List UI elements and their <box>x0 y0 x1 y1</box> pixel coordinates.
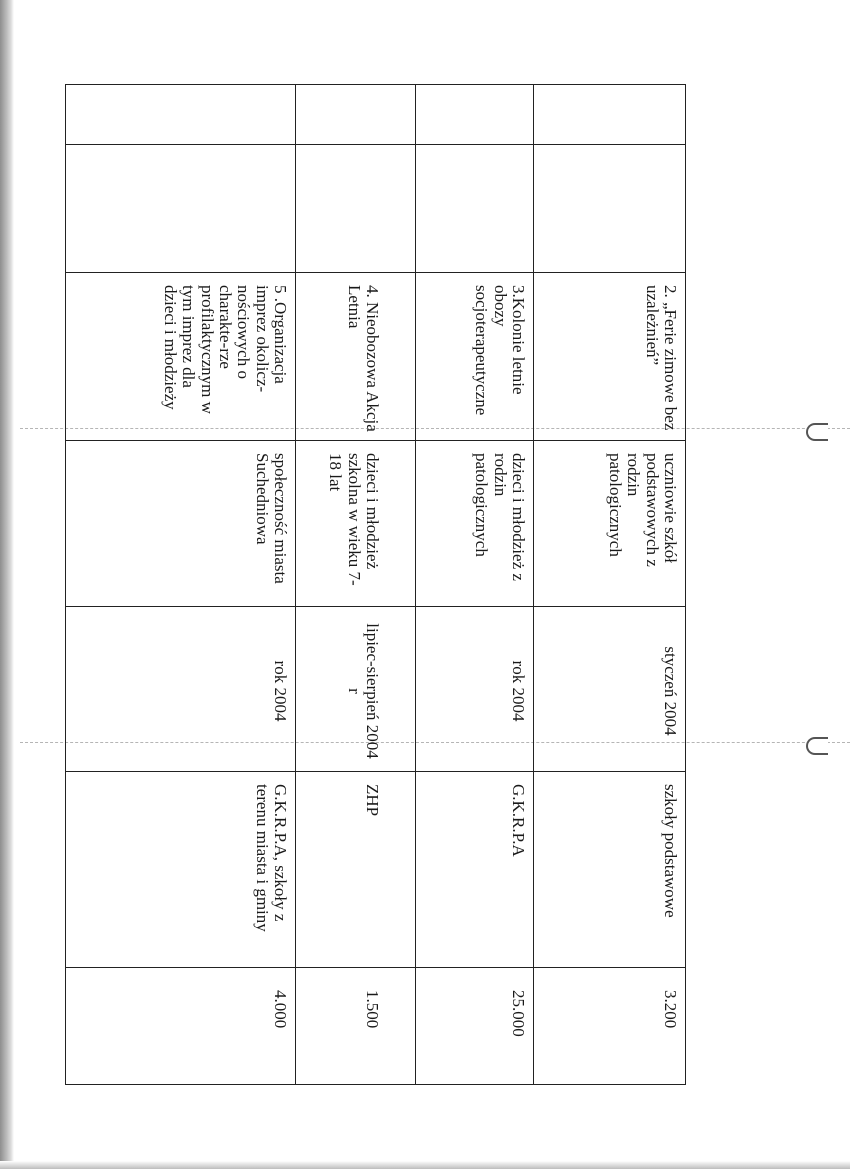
task-cell: 4. Nieobozowa Akcja Letnia <box>296 273 416 441</box>
punch-hole-lower <box>806 737 828 755</box>
task-cell: 2. „Ferie zimowe bez uzależnień” <box>534 273 686 441</box>
executor-cell: szkoły podstawowe <box>534 772 686 968</box>
document-table-frame <box>66 84 686 1084</box>
table-row <box>296 85 416 1085</box>
blank-cell-outer <box>66 85 296 145</box>
executor-cell: G.K.R.P.A, szkoły z terenu miasta i gminy <box>66 772 296 968</box>
task-cell: 3.Kolonie letnie obozy socjoterapeutyczne <box>416 273 534 441</box>
scan-left-edge <box>0 0 14 1169</box>
table-row <box>416 85 534 1085</box>
amount-cell: 3.200 <box>534 968 686 1085</box>
blank-cell <box>296 145 416 273</box>
blank-cell-outer <box>534 85 686 145</box>
executor-cell: G.K.R.P.A <box>416 772 534 968</box>
table-row <box>534 85 686 1085</box>
blank-cell <box>534 145 686 273</box>
recipients-cell: dzieci i młodzież szkolna w wieku 7-18 lat <box>296 441 416 607</box>
task-cell: 5 .Organizacja imprez okolicz-nościowych o charakte-rze profilaktycznym w tym imprez dla dzieci i młodzieży <box>66 273 296 441</box>
program-table <box>65 84 686 1085</box>
punch-hole-upper <box>806 423 828 441</box>
table-row <box>66 85 296 1085</box>
blank-cell-outer <box>416 85 534 145</box>
blank-cell-outer <box>296 85 416 145</box>
amount-cell: 1.500 <box>296 968 416 1085</box>
amount-cell: 4.000 <box>66 968 296 1085</box>
blank-cell <box>66 145 296 273</box>
date-cell: rok 2004 <box>66 607 296 772</box>
recipients-cell: społeczność miasta Suchedniowa <box>66 441 296 607</box>
executor-cell: ZHP <box>296 772 416 968</box>
amount-cell: 25.000 <box>416 968 534 1085</box>
scan-bottom-edge <box>0 1161 850 1169</box>
recipients-cell: uczniowie szkół podstawowych z rodzin patologicznych <box>534 441 686 607</box>
date-cell: styczeń 2004 <box>534 607 686 772</box>
date-cell: rok 2004 <box>416 607 534 772</box>
recipients-cell: dzieci i młodzież z rodzin patologicznych <box>416 441 534 607</box>
blank-cell <box>416 145 534 273</box>
date-cell: lipiec-sierpień 2004 r <box>296 607 416 772</box>
